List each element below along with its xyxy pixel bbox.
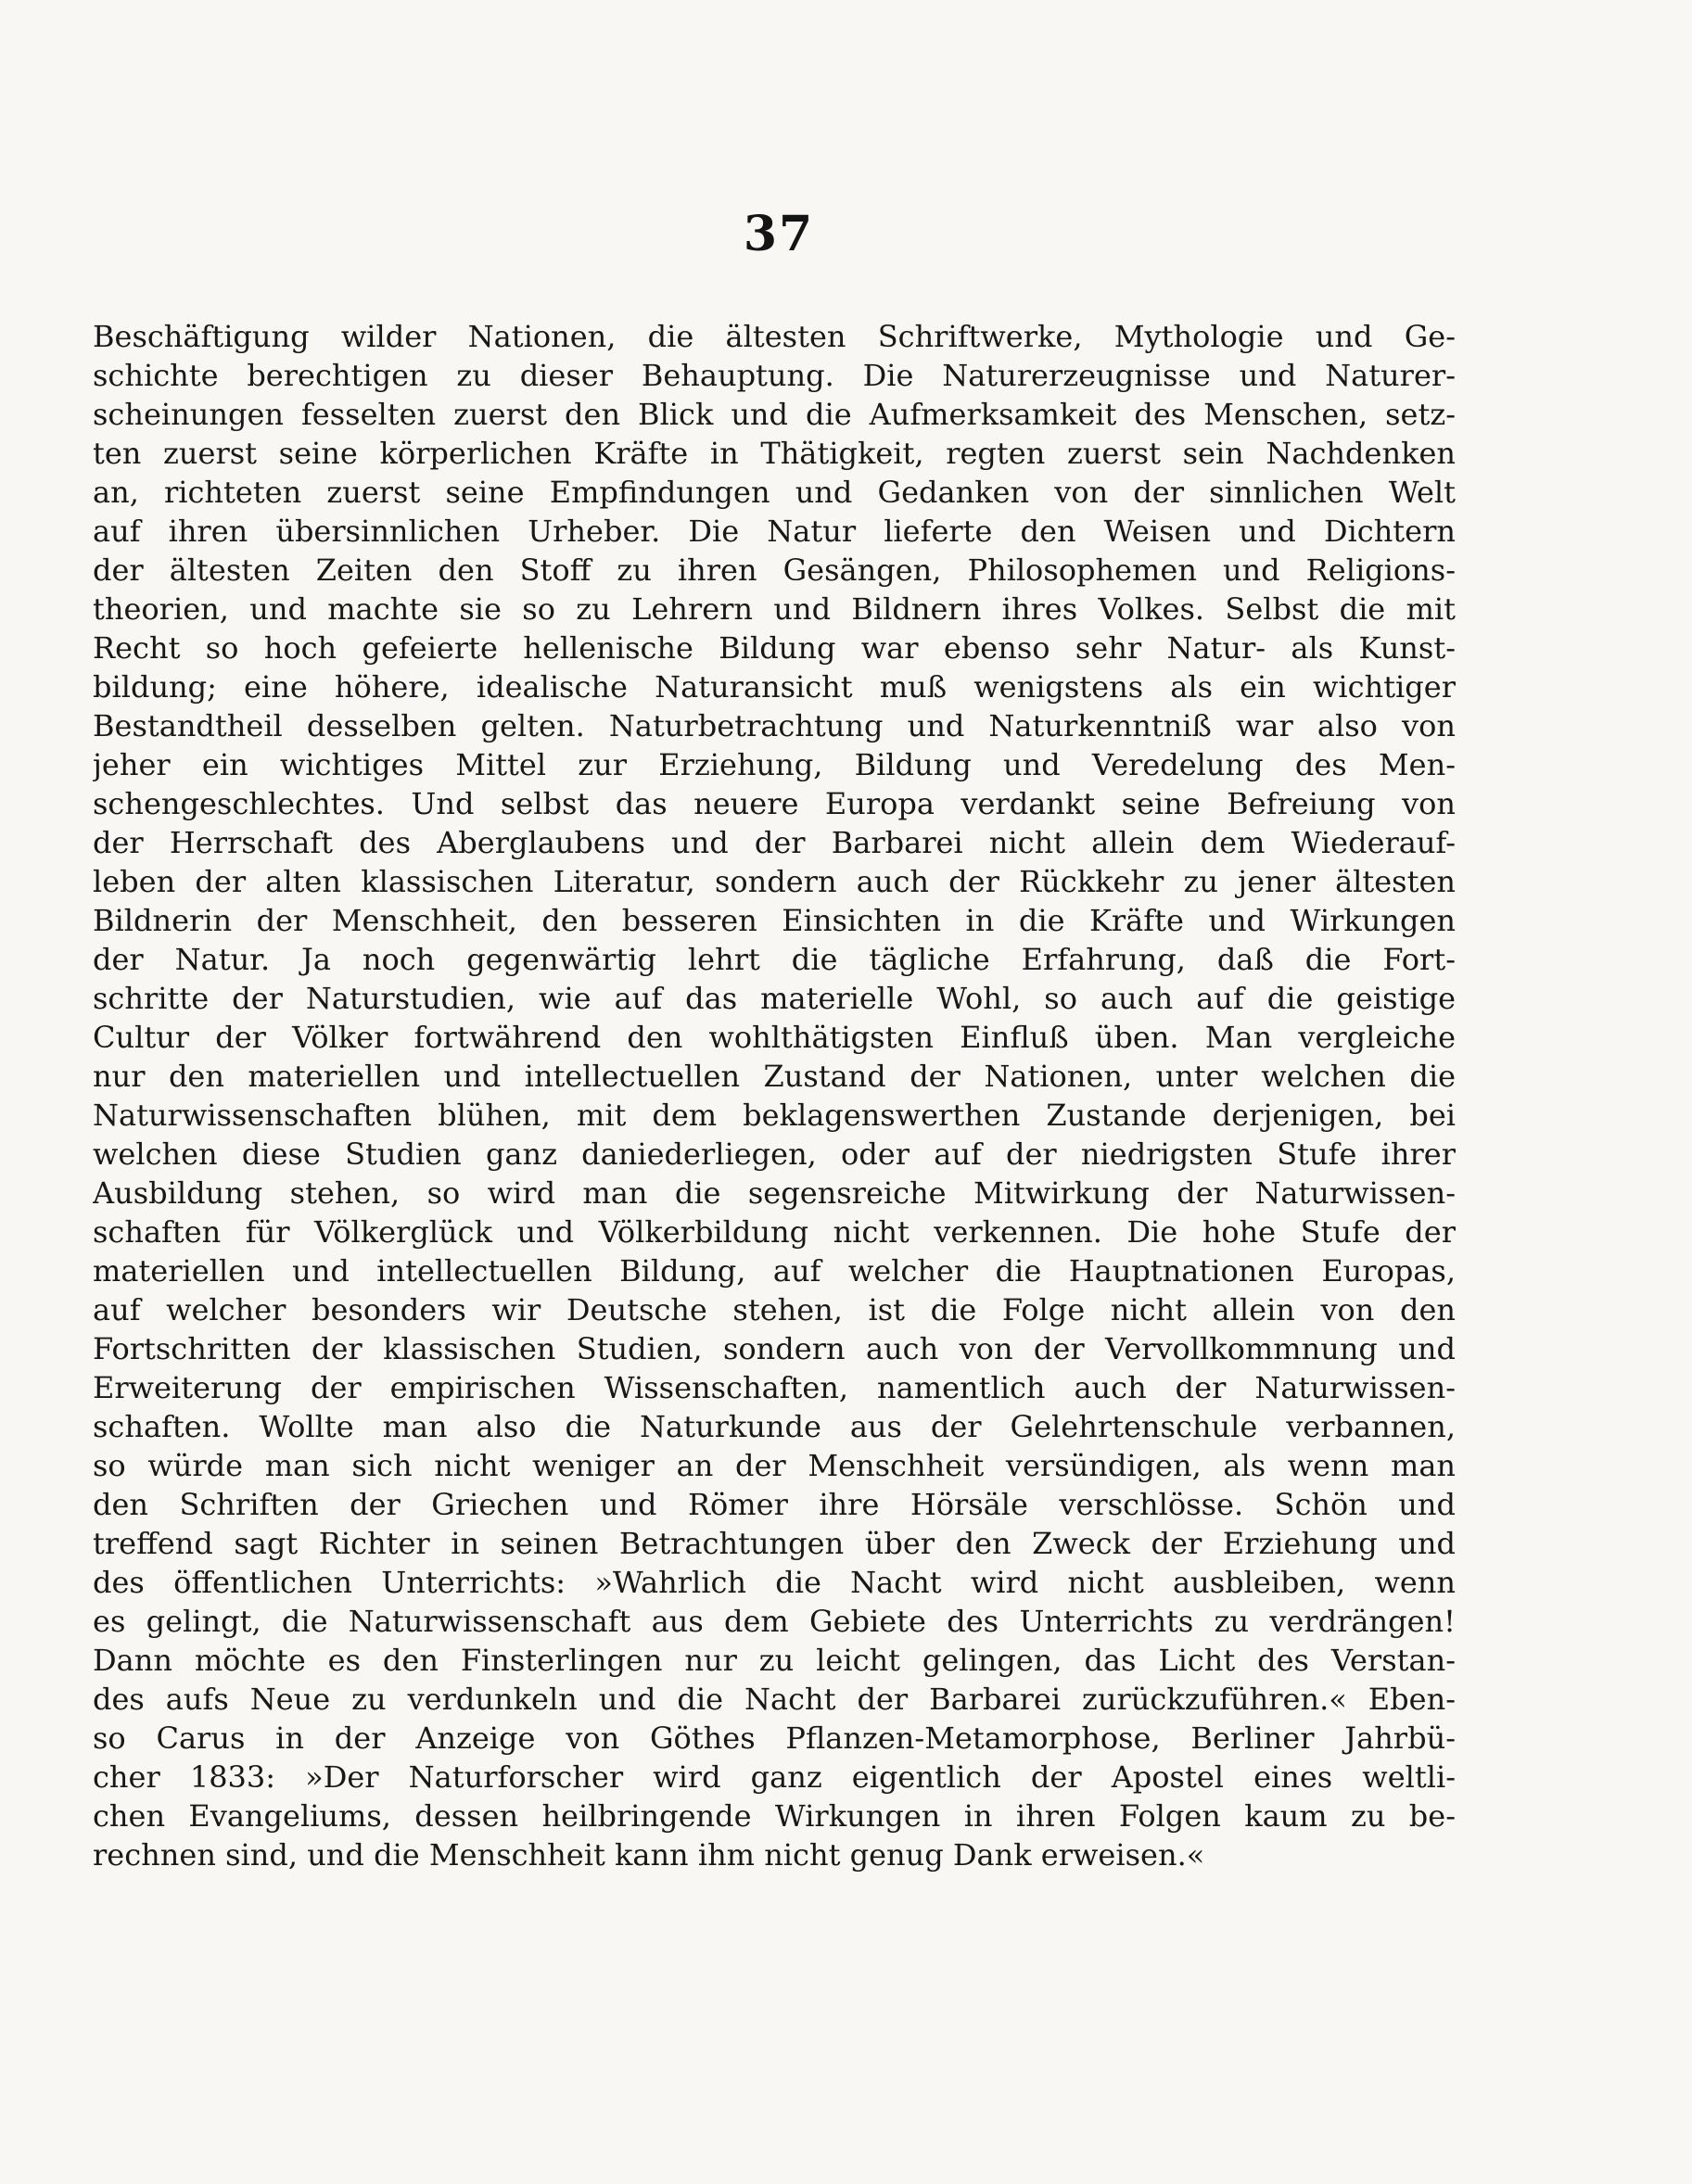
text-line: Fortschritten der klassischen Studien, sondern auch von der Vervollkommnung und [93,1331,1456,1366]
text-line: nur den materiellen und intellectuellen Zustand der Nationen, unter welchen die [93,1059,1456,1094]
text-line: scheinungen fesselten zuerst den Blick und die Aufmerksamkeit des Menschen, setz- [93,397,1456,432]
text-line: so würde man sich nicht weniger an der Menschheit versündigen, als wenn man [93,1448,1456,1483]
text-line: theorien, und machte sie so zu Lehrern und Bildnern ihres Volkes. Selbst die mit [93,591,1456,627]
text-line: so Carus in der Anzeige von Göthes Pflanzen-Metamorphose, Berliner Jahrbü- [93,1721,1456,1756]
text-line: des aufs Neue zu verdunkeln und die Nacht der Barbarei zurückzuführen.« Eben- [93,1682,1456,1717]
text-line: an, richteten zuerst seine Empfindungen und Gedanken von der sinnlichen Welt [93,475,1456,510]
text-line: Dann möchte es den Finsterlingen nur zu leicht gelingen, das Licht des Verstan- [93,1643,1456,1678]
text-line: Naturwissenschaften blühen, mit dem beklagenswerthen Zustande derjenigen, bei [93,1098,1456,1133]
text-line: schritte der Naturstudien, wie auf das materielle Wohl, so auch auf die geistige [93,981,1456,1016]
text-line: schichte berechtigen zu dieser Behauptung. Die Naturerzeugnisse und Naturer- [93,358,1456,393]
text-line: Cultur der Völker fortwährend den wohlthätigsten Einfluß üben. Man vergleiche [93,1020,1456,1055]
text-line: leben der alten klassischen Literatur, sondern auch der Rückkehr zu jener ältesten [93,864,1456,899]
text-line: Erweiterung der empirischen Wissenschaften, namentlich auch der Naturwissen- [93,1370,1456,1405]
text-line: jeher ein wichtiges Mittel zur Erziehung, Bildung und Veredelung des Men- [93,747,1456,782]
text-line: Bildnerin der Menschheit, den besseren Einsichten in die Kräfte und Wirkungen [93,903,1456,938]
text-line: der Natur. Ja noch gegenwärtig lehrt die tägliche Erfahrung, daß die Fort- [93,942,1456,977]
text-line: treffend sagt Richter in seinen Betrachtungen über den Zweck der Erziehung und [93,1526,1456,1561]
text-line: materiellen und intellectuellen Bildung, auf welcher die Hauptnationen Europas, [93,1253,1456,1289]
text-line: auf welcher besonders wir Deutsche stehen, ist die Folge nicht allein von den [93,1292,1456,1327]
text-line: Ausbildung stehen, so wird man die segensreiche Mitwirkung der Naturwissen- [93,1175,1456,1211]
text-line: cher 1833: »Der Naturforscher wird ganz eigentlich der Apostel eines weltli- [93,1759,1456,1795]
text-line: Recht so hoch gefeierte hellenische Bildung war ebenso sehr Natur- als Kunst- [93,630,1456,666]
text-line: bildung; eine höhere, idealische Naturansicht muß wenigstens als ein wichtiger [93,669,1456,705]
page-number: 37 [743,206,815,262]
text-line: chen Evangeliums, dessen heilbringende Wirkungen in ihren Folgen kaum zu be- [93,1798,1456,1834]
text-line: es gelingt, die Naturwissenschaft aus dem Gebiete des Unterrichts zu verdrängen! [93,1604,1456,1639]
text-line: ten zuerst seine körperlichen Kräfte in Thätigkeit, regten zuerst sein Nachdenken [93,436,1456,471]
text-line: des öffentlichen Unterrichts: »Wahrlich die Nacht wird nicht ausbleiben, wenn [93,1565,1456,1600]
text-line: schaften. Wollte man also die Naturkunde aus der Gelehrtenschule verbannen, [93,1409,1456,1444]
text-line: den Schriften der Griechen und Römer ihre Hörsäle verschlösse. Schön und [93,1487,1456,1522]
text-line: rechnen sind, und die Menschheit kann ihm nicht genug Dank erweisen.« [93,1837,1205,1873]
text-line: welchen diese Studien ganz daniederliegen, oder auf der niedrigsten Stufe ihrer [93,1136,1456,1172]
text-line: schaften für Völkerglück und Völkerbildung nicht verkennen. Die hohe Stufe der [93,1214,1456,1250]
text-line: auf ihren übersinnlichen Urheber. Die Natur lieferte den Weisen und Dichtern [93,514,1456,549]
text-line: der Herrschaft des Aberglaubens und der Barbarei nicht allein dem Wiederauf- [93,825,1456,860]
text-line: schengeschlechtes. Und selbst das neuere Europa verdankt seine Befreiung von [93,786,1456,821]
text-line: der ältesten Zeiten den Stoff zu ihren Gesängen, Philosophemen und Religions- [93,552,1456,588]
body-text [93,317,1456,1874]
text-line: Bestandtheil desselben gelten. Naturbetrachtung und Naturkenntniß war also von [93,708,1456,743]
text-line: Beschäftigung wilder Nationen, die ältesten Schriftwerke, Mythologie und Ge- [93,319,1456,354]
